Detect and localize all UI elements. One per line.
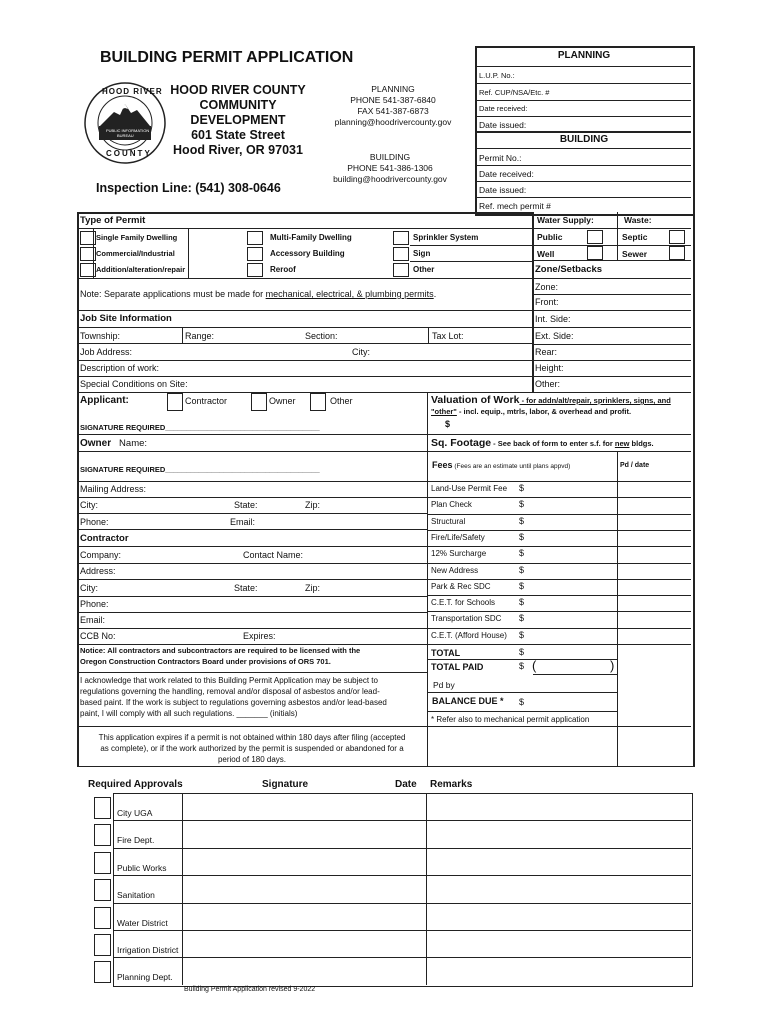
other-option-label: Other <box>330 396 353 406</box>
height-field[interactable]: Height: <box>535 363 564 373</box>
fee-row-divider <box>428 497 691 498</box>
acknowledge-line-2: regulations governing the handling, removal and/or disposal of asbestos and/or lead- <box>80 687 380 696</box>
approval-label: Fire Dept. <box>117 835 155 846</box>
approval-row-divider <box>113 848 691 849</box>
approval-checkbox[interactable] <box>94 879 111 901</box>
fee-label: Land-Use Permit Fee <box>431 484 508 493</box>
job-address-field[interactable]: Job Address: <box>80 347 133 357</box>
contractor-email-field[interactable]: Email: <box>80 615 106 625</box>
total-paid-open-paren: ( <box>532 658 537 673</box>
multi-family-label: Multi-Family Dwelling <box>270 233 352 242</box>
notice-line-1: Notice: All contractors and subcontractors are required to be licensed with the <box>80 646 361 655</box>
contractor-checkbox[interactable] <box>167 393 183 411</box>
mailing-address-field[interactable]: Mailing Address: <box>80 484 147 494</box>
building-contact-1: BUILDING <box>369 152 411 162</box>
sign-checkbox[interactable] <box>393 247 409 261</box>
single-family-label: Single Family Dwelling <box>96 233 178 242</box>
approval-label: Public Works <box>117 862 167 873</box>
fee-label: New Address <box>431 565 479 575</box>
org-line-4: 601 State Street <box>191 128 285 142</box>
approval-row-divider <box>113 903 691 904</box>
inspection-line: Inspection Line: (541) 308-0646 <box>96 181 281 195</box>
water-supply-heading: Water Supply: <box>537 215 594 225</box>
building-date-issued-field[interactable]: Date issued: <box>479 185 527 195</box>
approval-label: Sanitation <box>117 890 155 901</box>
fee-label: C.E.T. (Afford House) <box>431 630 507 640</box>
building-date-received-field[interactable]: Date received: <box>479 169 534 179</box>
fee-amount-field[interactable]: $ <box>519 597 525 608</box>
sprinkler-checkbox[interactable] <box>393 231 409 245</box>
separate-applications-note: Note: Separate applications must be made for mechanical, electrical, & plumbing permits. <box>80 289 437 299</box>
valuation-note: "other" - incl. equip., mtrls, labor, & overhead and profit. <box>431 407 632 416</box>
contractor-city-field[interactable]: City: <box>80 583 98 593</box>
other-setback-field[interactable]: Other: <box>535 379 561 389</box>
other-permit-label: Other <box>413 265 435 274</box>
required-approvals-heading: Required Approvals <box>88 779 183 790</box>
rear-field[interactable]: Rear: <box>535 347 558 357</box>
building-heading: BUILDING <box>559 134 609 145</box>
ref-mech-permit-field[interactable]: Ref. mech permit # <box>479 201 551 211</box>
int-side-field[interactable]: Int. Side: <box>535 314 571 324</box>
total-dollar[interactable]: $ <box>519 647 525 657</box>
balance-due-dollar[interactable]: $ <box>519 697 525 707</box>
fee-amount-field[interactable]: $ <box>519 483 525 493</box>
fee-amount-field[interactable]: $ <box>519 629 525 640</box>
expiry-line-3: period of 180 days. <box>217 755 287 764</box>
fee-label: Plan Check <box>431 500 472 510</box>
approval-label: Irrigation District <box>117 945 179 955</box>
expiry-line-2: as complete), or if the work authorized by the permit is suspended or abandoned for a <box>100 744 404 753</box>
approval-row-divider <box>113 957 691 958</box>
sign-label: Sign <box>413 249 431 258</box>
planning-date-issued-field[interactable]: Date issued: <box>479 120 527 130</box>
permit-no-field[interactable]: Permit No.: <box>479 153 522 163</box>
total-paid-close-paren: ) <box>610 658 615 673</box>
job-site-heading: Job Site Information <box>80 313 172 324</box>
applicant-heading: Applicant: <box>80 395 129 406</box>
fee-row-divider <box>428 628 691 629</box>
footer-revision: Building Permit Application revised 9-2022 <box>184 986 316 993</box>
reroof-checkbox[interactable] <box>247 263 263 277</box>
acknowledge-initials[interactable]: paint, I will comply with all such regulations. _______ (initials) <box>80 709 298 718</box>
planning-contact-3: FAX 541-387-6873 <box>357 106 429 116</box>
logo-text-mid2: BUREAU <box>117 133 134 138</box>
contractor-address-field[interactable]: Address: <box>80 566 116 576</box>
contractor-state-field[interactable]: State: <box>234 583 258 593</box>
septic-checkbox[interactable] <box>669 230 685 244</box>
permit-type-heading: Type of Permit <box>80 215 146 226</box>
contractor-zip-field[interactable]: Zip: <box>305 583 321 593</box>
refer-mechanical-note: * Refer also to mechanical permit application <box>431 715 590 724</box>
org-line-2: COMMUNITY <box>199 98 277 112</box>
owner-phone-field[interactable]: Phone: <box>80 517 109 527</box>
fee-amount-field[interactable]: $ <box>519 613 525 624</box>
building-email: building@hoodrivercounty.gov <box>333 174 447 184</box>
contractor-option-label: Contractor <box>185 396 228 406</box>
fee-amount-field[interactable]: $ <box>519 531 525 542</box>
fee-amount-field[interactable]: $ <box>519 515 525 526</box>
planning-contact-1: PLANNING <box>371 84 415 94</box>
logo-text-top: HOOD RIVER <box>102 87 163 96</box>
approval-checkbox[interactable] <box>94 797 111 819</box>
fee-amount-field[interactable]: $ <box>519 564 525 575</box>
other-applicant-checkbox[interactable] <box>310 393 326 411</box>
public-water-label: Public <box>537 232 563 242</box>
owner-checkbox[interactable] <box>251 393 267 411</box>
fee-amount-field[interactable]: $ <box>519 499 525 510</box>
building-contact-2: PHONE 541-386-1306 <box>347 163 433 173</box>
owner-name-row[interactable]: Owner Name: <box>80 438 148 449</box>
logo-text-mid1: PUBLIC INFORMATION <box>106 128 150 133</box>
expiry-line-1: This application expires if a permit is not obtained within 180 days after filing (accepted <box>98 733 406 742</box>
tax-lot-field[interactable]: Tax Lot: <box>432 331 464 341</box>
ref-cup-field[interactable]: Ref. CUP/NSA/Etc. # <box>479 88 550 97</box>
valuation-heading: Valuation of Work - for addn/alt/repair, sprinklers, signs, and <box>431 394 671 406</box>
total-label: TOTAL <box>431 648 461 658</box>
approval-checkbox[interactable] <box>94 824 111 846</box>
fee-amount-field[interactable]: $ <box>519 548 525 559</box>
ccb-field[interactable]: CCB No: <box>80 631 116 641</box>
owner-state-field[interactable]: State: <box>234 500 258 510</box>
owner-option-label: Owner <box>269 396 296 406</box>
addition-label: Addition/alteration/repair <box>96 265 186 274</box>
description-field[interactable]: Description of work: <box>80 363 160 373</box>
ccb-expires-field[interactable]: Expires: <box>243 631 276 641</box>
job-city-field[interactable]: City: <box>352 347 370 357</box>
multi-family-checkbox[interactable] <box>247 231 263 245</box>
accessory-label: Accessory Building <box>270 249 345 258</box>
page-title: BUILDING PERMIT APPLICATION <box>100 49 354 66</box>
applicant-signature-line[interactable]: SIGNATURE REQUIRED_____________________________________ <box>80 423 320 432</box>
logo-text-bottom: COUNTY <box>106 149 152 158</box>
accessory-checkbox[interactable] <box>247 247 263 261</box>
owner-signature-line[interactable]: SIGNATURE REQUIRED_____________________________________ <box>80 465 320 474</box>
county-logo <box>84 82 166 164</box>
signature-column-heading: Signature <box>262 779 309 790</box>
front-setback-field[interactable]: Front: <box>535 297 559 307</box>
total-paid-label: TOTAL PAID <box>431 662 484 672</box>
owner-email-field[interactable]: Email: <box>230 517 256 527</box>
township-field[interactable]: Township: <box>80 331 121 341</box>
acknowledge-line-1: I acknowledge that work related to this Building Permit Application may be subject to <box>80 676 378 685</box>
fee-row-divider <box>428 530 691 531</box>
remarks-column-heading: Remarks <box>430 779 473 790</box>
well-label: Well <box>537 249 555 259</box>
well-checkbox[interactable] <box>587 246 603 260</box>
reroof-label: Reroof <box>270 265 296 274</box>
contractor-heading: Contractor <box>80 533 129 544</box>
fee-label: Structural <box>431 516 466 526</box>
paid-by-field[interactable]: Pd by <box>433 680 455 690</box>
fee-amount-field[interactable]: $ <box>519 580 525 591</box>
org-line-3: DEVELOPMENT <box>190 113 286 127</box>
pd-date-heading: Pd / date <box>620 462 650 469</box>
commercial-label: Commercial/Industrial <box>96 249 175 258</box>
fees-heading: Fees (Fees are an estimate until plans appvd) <box>432 460 571 470</box>
public-water-checkbox[interactable] <box>587 230 603 244</box>
fee-label: 12% Surcharge <box>431 549 487 559</box>
sewer-checkbox[interactable] <box>669 246 685 260</box>
lup-field[interactable]: L.U.P. No.: <box>479 71 515 80</box>
approval-checkbox[interactable] <box>94 907 111 929</box>
approval-checkbox[interactable] <box>94 961 111 983</box>
balance-due-label: BALANCE DUE * <box>432 696 504 706</box>
sewer-label: Sewer <box>622 249 648 259</box>
sq-footage-heading[interactable]: Sq. Footage - See back of form to enter s.f. for new bldgs. <box>431 437 654 449</box>
fee-label: Park & Rec SDC <box>431 581 491 591</box>
sprinkler-label: Sprinkler System <box>413 233 479 242</box>
zone-setbacks-heading: Zone/Setbacks <box>535 264 603 275</box>
zone-field[interactable]: Zone: <box>535 282 559 292</box>
contractor-phone-field[interactable]: Phone: <box>80 599 109 609</box>
owner-city-field[interactable]: City: <box>80 500 98 510</box>
fee-row-divider <box>428 595 691 596</box>
ext-side-field[interactable]: Ext. Side: <box>535 331 574 341</box>
approval-label: Planning Dept. <box>117 972 173 983</box>
range-field[interactable]: Range: <box>185 331 215 341</box>
approval-label: Water District <box>117 917 168 928</box>
waste-heading: Waste: <box>624 215 652 225</box>
septic-label: Septic <box>622 232 648 242</box>
company-field[interactable]: Company: <box>80 550 122 560</box>
valuation-field[interactable]: $ <box>445 419 451 429</box>
owner-zip-field[interactable]: Zip: <box>305 500 321 510</box>
approval-checkbox[interactable] <box>94 852 111 874</box>
planning-email: planning@hoodrivercounty.gov <box>334 117 452 127</box>
fee-row-divider <box>428 514 691 515</box>
planning-contact-2: PHONE 541-387-6840 <box>350 95 436 105</box>
planning-date-received-field[interactable]: Date received: <box>479 104 528 113</box>
org-line-1: HOOD RIVER COUNTY <box>170 83 306 97</box>
fee-row-divider <box>428 563 691 564</box>
special-conditions-field[interactable]: Special Conditions on Site: <box>80 379 188 389</box>
section-field[interactable]: Section: <box>305 331 338 341</box>
approval-checkbox[interactable] <box>94 934 111 956</box>
acknowledge-line-3: based paint. If the work is subject to regulations governing asbestos and/or lead-based <box>80 698 387 707</box>
approval-row-divider <box>113 820 691 821</box>
total-paid-dollar[interactable]: $ <box>519 661 525 671</box>
fee-label: C.E.T. for Schools <box>431 598 496 608</box>
fee-row-divider <box>428 579 691 580</box>
fee-label: Fire/Life/Safety <box>431 532 485 542</box>
planning-heading: PLANNING <box>557 50 611 61</box>
notice-line-2: Oregon Construction Contractors Board under provisions of ORS 701. <box>80 657 331 666</box>
org-line-5: Hood River, OR 97031 <box>173 143 303 157</box>
approval-row-divider <box>113 930 691 931</box>
fee-row-divider <box>428 546 691 547</box>
date-column-heading: Date <box>395 779 417 790</box>
approval-label: City UGA <box>117 808 153 818</box>
approval-row-divider <box>113 875 691 876</box>
fee-label: Transportation SDC <box>431 614 502 624</box>
other-permit-checkbox[interactable] <box>393 263 409 277</box>
fee-row-divider <box>428 611 691 612</box>
contact-name-field[interactable]: Contact Name: <box>243 550 304 560</box>
